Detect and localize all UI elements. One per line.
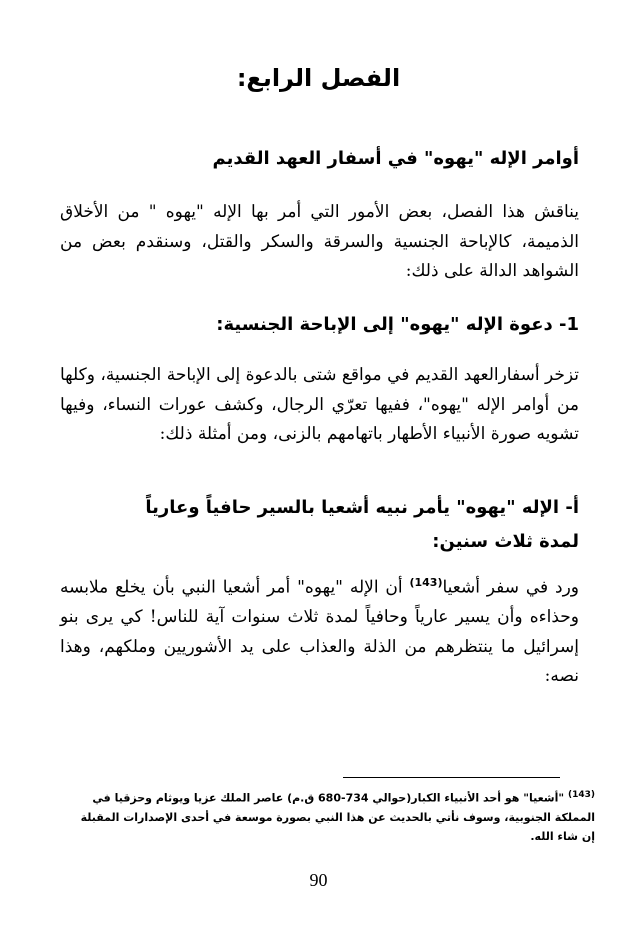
- footnote-text: "أشعيا" هو أحد الأنبياء الكبار(حوالي 734-680 ق.م) عاصر الملك عزيا ويوثام وحزقيا في المملكة الجنوبية، وسوف نأتي بالحديث عن هذا النبي بصورة موسعة في أحدى الإصدارات المقبلة إن شاء الله.: [80, 791, 595, 843]
- subsection-a-text-after: أن الإله "يهوه" أمر أشعيا النبي بأن يخلع ملابسه وحذاءه وأن يسير عارياً وحافياً لمدة ثلاث سنوات آية للناس! كي يرى بنو إسرائيل ما ينتظرهم من الذلة والعذاب على يد الأشوريين وملكهم، وهذا نصه:: [60, 577, 579, 687]
- footnote-number: (143): [567, 790, 595, 800]
- subsection-a-paragraph: [60, 568, 579, 692]
- section-heading: أوامر الإله "يهوه" في أسفار العهد القديم: [212, 148, 579, 169]
- footnote: [80, 786, 595, 846]
- footnote-reference[interactable]: (143): [409, 576, 443, 589]
- subsection-1-heading: 1- دعوة الإله "يهوه" إلى الإباحة الجنسية:: [216, 314, 579, 335]
- footnote-divider: [343, 777, 560, 778]
- subsection-a-text-before: ورد في سفر أشعيا: [442, 577, 579, 598]
- chapter-title: الفصل الرابع:: [236, 64, 401, 92]
- page-number: 90: [309, 870, 328, 890]
- intro-paragraph: يناقش هذا الفصل، بعض الأمور التي أمر بها الإله "يهوه " من الأخلاق الذميمة، كالإباحة الجنسية والسرقة والسكر والقتل، وسنقدم بعض من الشواهد الدالة على ذلك:: [60, 202, 579, 281]
- subsection-a-heading: أ- الإله "يهوه" يأمر نبيه أشعيا بالسير حافياً وعارياً لمدة ثلاث سنين:: [145, 497, 579, 552]
- subsection-1-paragraph: تزخر أسفارالعهد القديم في مواقع شتى بالدعوة إلى الإباحة الجنسية، وكلها من أوامر الإله "يهوه"، ففيها تعرّي الرجال، وكشف عورات النساء، وفيها تشويه صورة الأنبياء الأطهار باتهامهم بالزنى، ومن أمثلة ذلك:: [60, 365, 579, 444]
